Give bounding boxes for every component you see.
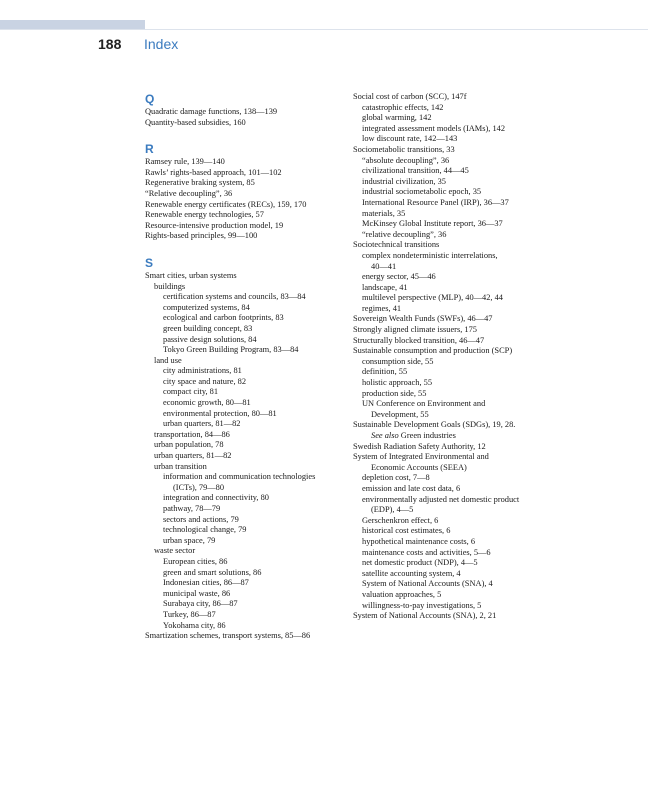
- index-subentry: System of National Accounts (SNA), 4: [362, 579, 493, 589]
- index-continuation: 40—41: [371, 261, 397, 271]
- index-subentry: hypothetical maintenance costs, 6: [362, 536, 476, 546]
- index-subentry: urban space, 79: [163, 535, 216, 545]
- index-subentry: net domestic product (NDP), 4—5: [362, 558, 478, 568]
- index-entry: Social cost of carbon (SCC), 147f: [353, 92, 467, 101]
- index-entry: Sustainable consumption and production (SCP): [353, 346, 513, 356]
- index-subentry: multilevel perspective (MLP), 40—42, 44: [362, 293, 503, 303]
- index-column-left: [145, 92, 345, 642]
- index-subentry: integration and connectivity, 80: [163, 493, 269, 503]
- index-subentry: materials, 35: [362, 208, 406, 218]
- index-entry: Renewable energy technologies, 57: [145, 210, 264, 220]
- see-also-target: Green industries: [400, 431, 456, 440]
- index-subentry: catastrophic effects, 142: [362, 102, 444, 112]
- index-subentry: integrated assessment models (IAMs), 142: [362, 123, 506, 133]
- index-continuation: (EDP), 4—5: [371, 505, 414, 515]
- index-subentry: Tokyo Green Building Program, 83—84: [163, 345, 299, 355]
- index-subentry: urban population, 78: [154, 440, 224, 450]
- index-entry: Regenerative braking system, 85: [145, 178, 255, 188]
- index-entry: Resource-intensive production model, 19: [145, 220, 284, 230]
- index-subentry: computerized systems, 84: [163, 302, 250, 312]
- index-subentry: Surabaya city, 86—87: [163, 599, 238, 609]
- index-entry: Strongly aligned climate issuers, 175: [353, 325, 477, 335]
- index-subentry: urban quarters, 81—82: [163, 419, 241, 429]
- index-subentry: city space and nature, 82: [163, 376, 247, 386]
- index-subentry: valuation approaches, 5: [362, 589, 442, 599]
- index-subentry: low discount rate, 142—143: [362, 134, 458, 144]
- index-subentry: Yokohama city, 86: [163, 620, 226, 630]
- index-subentry: land use: [154, 355, 182, 365]
- index-subentry: pathway, 78—79: [163, 504, 221, 513]
- index-subentry: municipal waste, 86: [163, 588, 231, 598]
- index-subentry: historical cost estimates, 6: [362, 526, 451, 536]
- index-entry: Quadratic damage functions, 138—139: [145, 107, 278, 116]
- index-entry: System of Integrated Environmental and: [353, 452, 489, 462]
- running-head: Index: [144, 36, 179, 52]
- index-entry: Sociometabolic transitions, 33: [353, 144, 455, 154]
- see-also-label: See also: [371, 431, 399, 440]
- index-subentry: ecological and carbon footprints, 83: [163, 313, 284, 323]
- section-letter-s: S: [145, 255, 154, 270]
- index-subentry: UN Conference on Environment and: [362, 399, 486, 409]
- index-subentry: Turkey, 86—87: [163, 609, 216, 619]
- index-subentry: economic growth, 80—81: [163, 398, 251, 408]
- index-subentry: International Resource Panel (IRP), 36—37: [362, 197, 509, 207]
- index-subentry: compact city, 81: [163, 387, 219, 397]
- index-subentry: landscape, 41: [362, 282, 408, 292]
- index-entry: Smartization schemes, transport systems, 85—86: [145, 631, 311, 641]
- index-subentry: technological change, 79: [163, 525, 247, 535]
- index-subentry: holistic approach, 55: [362, 378, 433, 388]
- index-subentry: passive design solutions, 84: [163, 334, 257, 344]
- index-subentry: waste sector: [154, 546, 196, 556]
- index-entry: Sovereign Wealth Funds (SWFs), 46—47: [353, 314, 493, 324]
- index-subentry: sectors and actions, 79: [163, 514, 239, 524]
- index-subentry: buildings: [154, 281, 186, 291]
- index-subentry: European cities, 86: [163, 556, 228, 566]
- index-subentry: Indonesian cities, 86—87: [163, 578, 249, 588]
- index-column-right: [353, 92, 553, 622]
- index-subentry: “relative decoupling”, 36: [362, 229, 447, 239]
- index-subentry: satellite accounting system, 4: [362, 568, 461, 578]
- index-continuation: Economic Accounts (SEEA): [371, 462, 467, 472]
- index-subentry: environmental protection, 80—81: [163, 408, 277, 418]
- index-subentry: emission and late cost data, 6: [362, 483, 461, 493]
- index-continuation: (ICTs), 79—80: [173, 482, 225, 492]
- index-subentry: willingness-to-pay investigations, 5: [362, 600, 482, 610]
- index-subentry: complex nondeterministic interrelations,: [362, 250, 498, 260]
- index-subentry: civilizational transition, 44—45: [362, 166, 469, 176]
- index-subentry: depletion cost, 7—8: [362, 473, 430, 483]
- index-entry: Structurally blocked transition, 46—47: [353, 335, 485, 345]
- index-entry: Quantity-based subsidies, 160: [145, 117, 246, 127]
- page-number: 188: [98, 36, 122, 52]
- index-subentry: McKinsey Global Institute report, 36—37: [362, 219, 503, 229]
- section-letter-q: Q: [145, 92, 155, 106]
- index-entry: Ramsey rule, 139—140: [145, 157, 225, 167]
- index-continuation: [353, 431, 553, 442]
- index-continuation: Development, 55: [371, 409, 429, 419]
- index-subentry: regimes, 41: [362, 303, 402, 313]
- index-subentry: Gerschenkron effect, 6: [362, 515, 439, 525]
- index-entry: System of National Accounts (SNA), 2, 21: [353, 611, 497, 621]
- index-subentry: global warming, 142: [362, 113, 432, 123]
- index-entry: Swedish Radiation Safety Authority, 12: [353, 441, 486, 451]
- index-entry: Rights-based principles, 99—100: [145, 231, 258, 241]
- index-subentry: consumption side, 55: [362, 356, 434, 366]
- index-subentry: “absolute decoupling”, 36: [362, 155, 450, 165]
- index-entry: Rawls’ rights-based approach, 101—102: [145, 167, 282, 177]
- index-entry: “Relative decoupling”, 36: [145, 188, 233, 198]
- index-subentry: environmentally adjusted net domestic product: [362, 494, 520, 504]
- index-subentry: transportation, 84—86: [154, 429, 230, 439]
- index-subentry: green building concept, 83: [163, 323, 253, 333]
- index-subentry: energy sector, 45—46: [362, 272, 436, 282]
- index-entry: Renewable energy certificates (RECs), 159, 170: [145, 199, 307, 209]
- index-subentry: industrial sociometabolic epoch, 35: [362, 187, 482, 197]
- index-subentry: city administrations, 81: [163, 366, 242, 376]
- index-entry: Smart cities, urban systems: [145, 270, 237, 280]
- index-subentry: information and communication technologies: [163, 472, 316, 482]
- index-entry: Sustainable Development Goals (SDGs), 19, 28.: [353, 420, 516, 430]
- index-subentry: maintenance costs and activities, 5—6: [362, 547, 491, 557]
- section-letter-r: R: [145, 142, 154, 157]
- index-subentry: production side, 55: [362, 388, 427, 398]
- index-subentry: urban transition: [154, 461, 207, 471]
- header-rule: [0, 29, 648, 30]
- index-subentry: industrial civilization, 35: [362, 176, 446, 186]
- index-subentry: definition, 55: [362, 367, 408, 377]
- index-entry: Sociotechnical transitions: [353, 240, 440, 250]
- index-subentry: urban quarters, 81—82: [154, 451, 232, 461]
- index-subentry: certification systems and councils, 83—84: [163, 292, 306, 302]
- index-subentry: green and smart solutions, 86: [163, 567, 262, 577]
